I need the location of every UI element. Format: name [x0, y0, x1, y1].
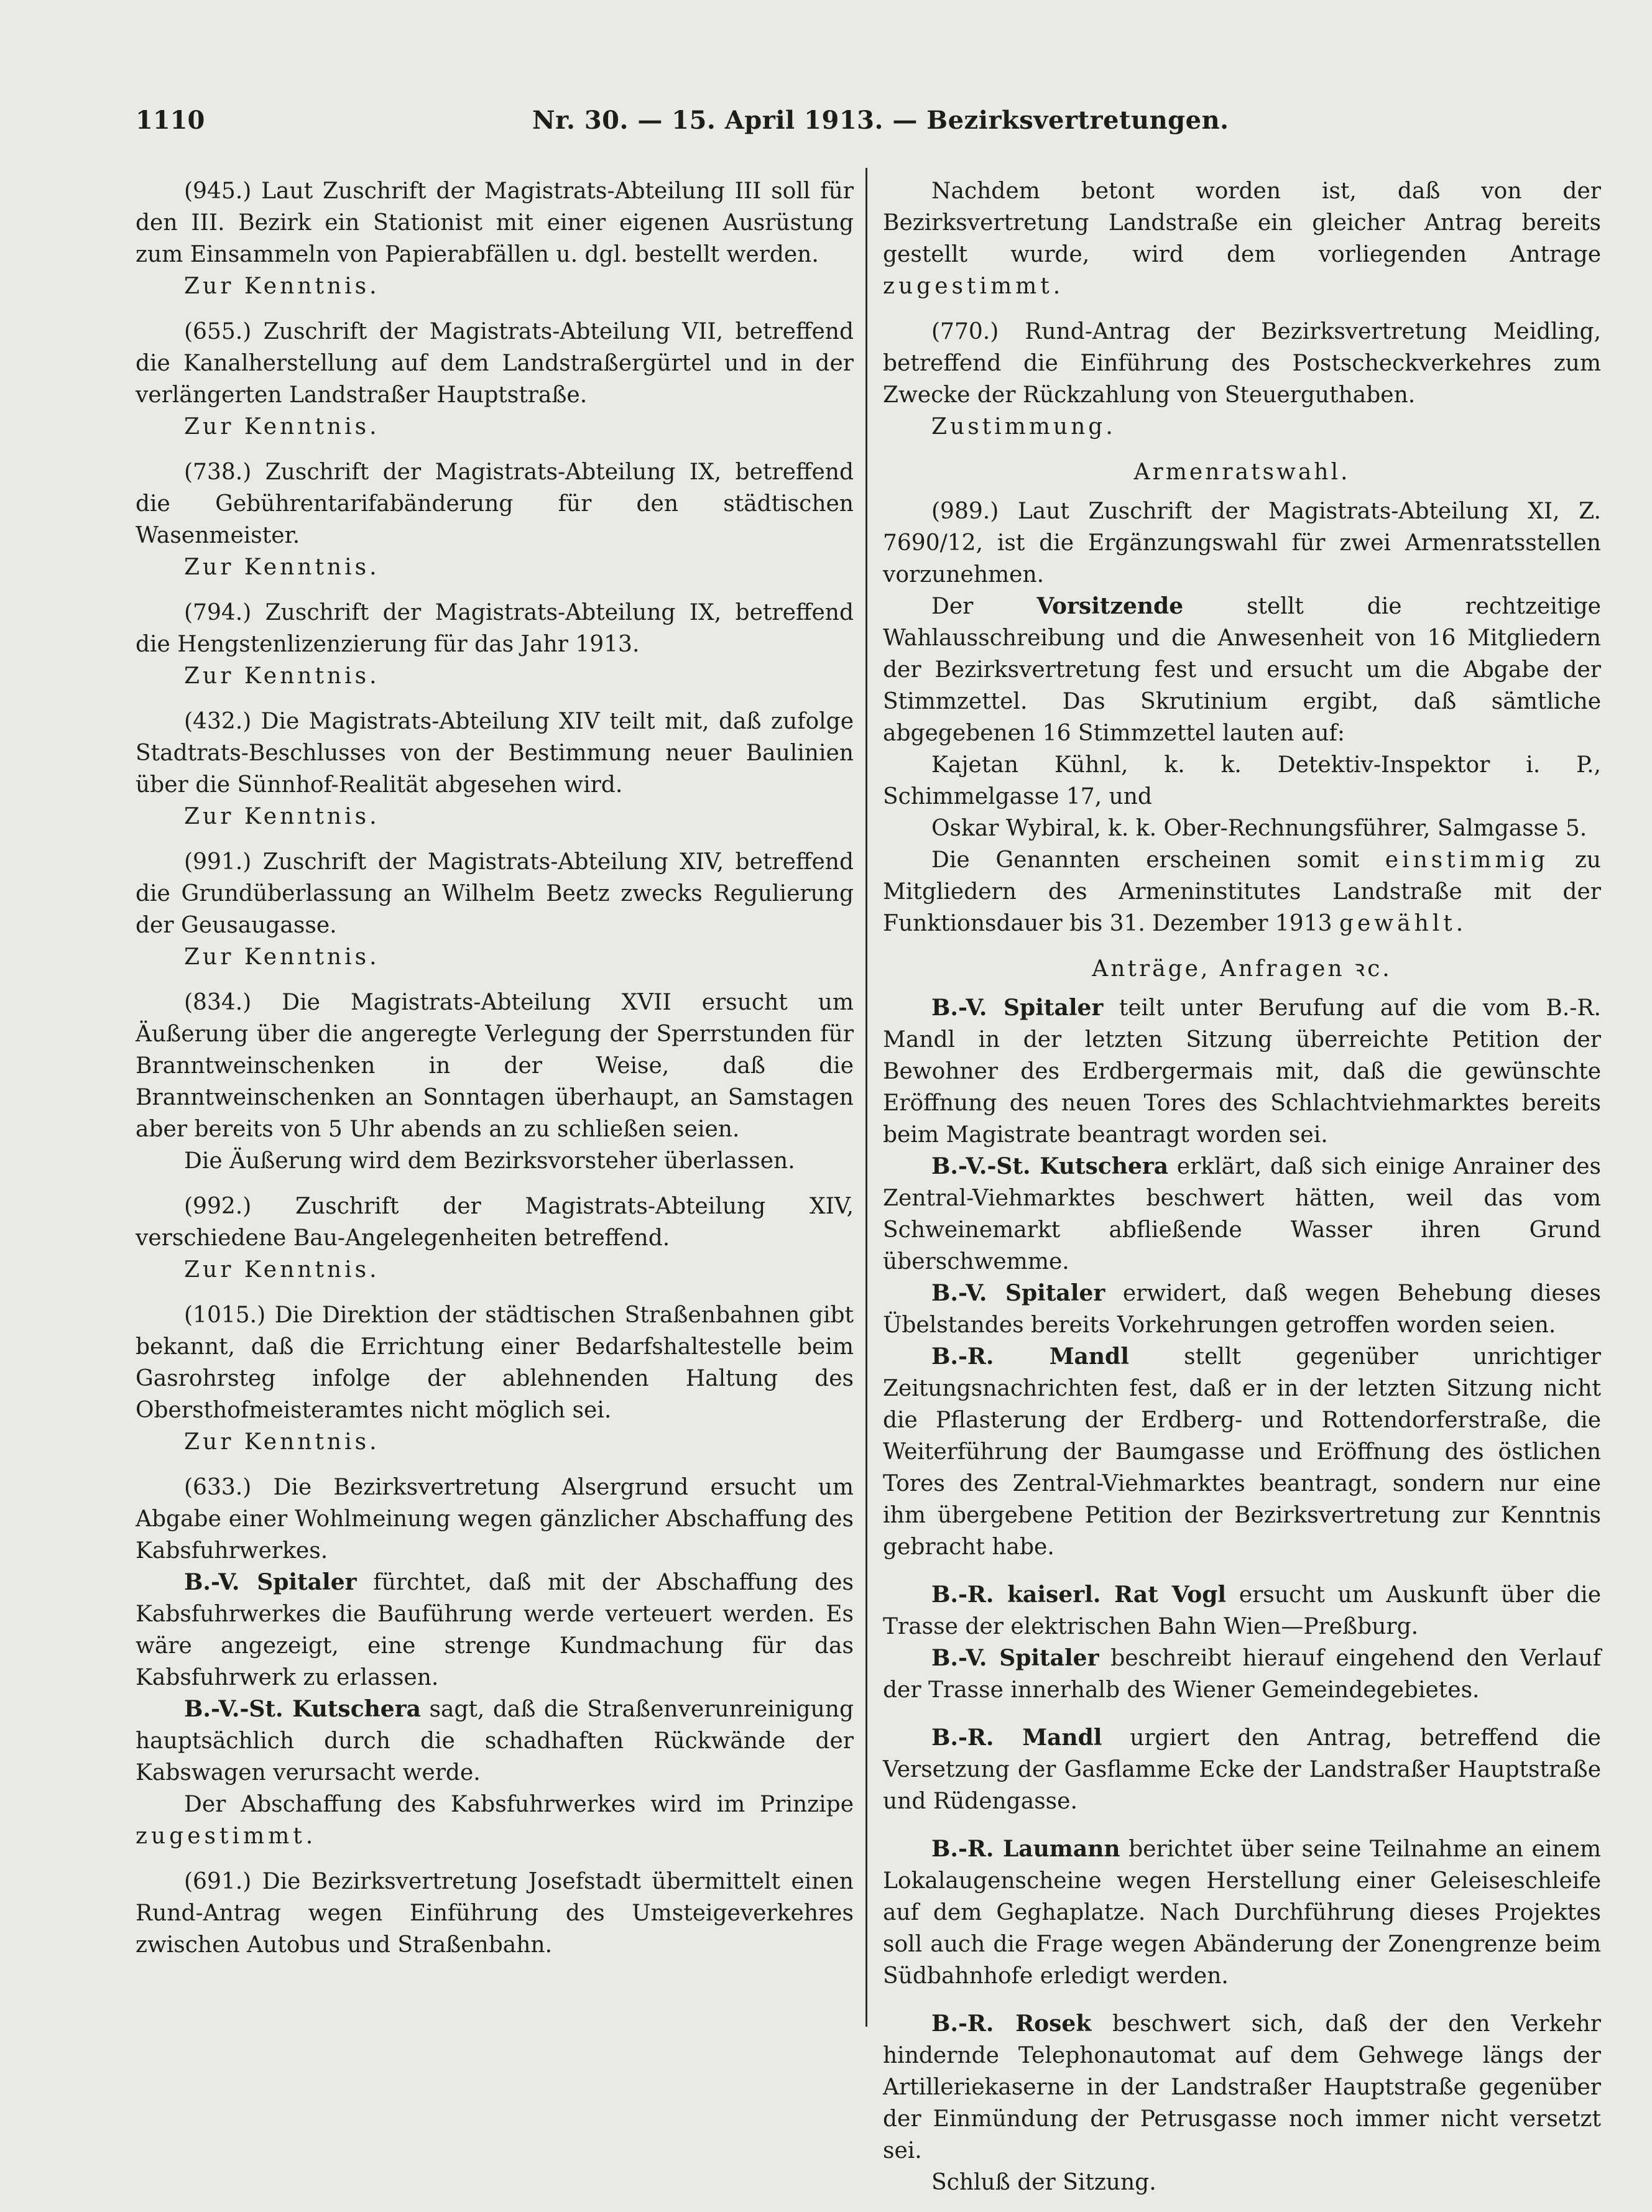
statement-text: berichtet über seine Teilnahme an einem Lokalaugenscheine wegen Herstellung einer Geleiseschleife auf dem Geghaplatze. Nach Durchführung dieses Projektes soll auch die Frage wegen Abänderung der Zonengrenze beim Südbahnhofe erledigt werden.	[883, 1836, 1601, 1989]
item-1015	[136, 1299, 854, 1458]
item-text: (633.) Die Bezirksvertretung Alsergrund ersucht um Abgabe einer Wohlmeinung wegen gänzlicher Abschaffung des Kabsfuhrwerkes.	[136, 1475, 854, 1564]
speaker-name: B.-R. Laumann	[931, 1836, 1120, 1862]
resolution-text: Der Abschaffung des Kabsfuhrwerkes wird im Prinzipe	[184, 1792, 854, 1817]
statement-text: fürchtet, daß mit der Abschaffung des Kabsfuhrwerkes die Bauführung werde verteuert werden. Es wäre angezeigt, eine strenge Kundmachung für das Kabsfuhrwerk zu erlassen.	[136, 1570, 854, 1690]
section-antraege	[883, 953, 1601, 2198]
item-decision: Die Äußerung wird dem Bezirksvorsteher überlassen.	[184, 1148, 795, 1174]
item-decision: Zur Kenntnis.	[184, 414, 380, 440]
item-decision: Zur Kenntnis.	[184, 274, 380, 299]
running-title: Nr. 30. — 15. April 1913. — Bezirksvertretungen.	[532, 106, 1229, 135]
item-794	[136, 597, 854, 692]
statement-text: erwidert, daß wegen Behebung dieses Übelstandes bereits Vorkehrungen getroffen worden seien.	[883, 1281, 1601, 1338]
item-text: (989.) Laut Zuschrift der Magistrats-Abteilung XI, Z. 7690/12, ist die Ergänzungswahl für zwei Armenratsstellen vorzunehmen.	[883, 499, 1601, 588]
candidate: Oskar Wybiral, k. k. Ober-Rechnungsführer, Salmgasse 5.	[931, 816, 1587, 841]
statement-text: beschreibt hierauf eingehend den Verlauf der Trasse innerhalb des Wiener Gemeindegebietes.	[883, 1646, 1601, 1703]
section-heading: Anträge, Anfragen ꝛc.	[1092, 956, 1392, 982]
item-decision: Zur Kenntnis.	[184, 555, 380, 580]
statement-text: erklärt, daß sich einige Anrainer des Zentral-Viehmarktes beschwert hätten, weil das vom Schweinemarkt abfließende Wasser ihren Grund überschwemme.	[883, 1154, 1601, 1274]
statement	[883, 1643, 1601, 1706]
item-decision: Zur Kenntnis.	[184, 804, 380, 829]
statement	[136, 1567, 854, 1694]
item-decision: Zustimmung.	[931, 414, 1116, 440]
result-text: Die Genannten erscheinen somit	[931, 847, 1385, 873]
item-655	[136, 316, 854, 443]
item-432	[136, 706, 854, 832]
right-column	[883, 175, 1601, 2212]
page-number: 1110	[136, 106, 205, 135]
statement-text: urgiert den Antrag, betreffend die Versetzung der Gasflamme Ecke der Landstraßer Hauptstraße und Rüdengasse.	[883, 1725, 1601, 1814]
item-decision: Zur Kenntnis.	[184, 1257, 380, 1283]
verdict: zugestimmt.	[883, 274, 1064, 299]
item-decision: Zur Kenntnis.	[184, 663, 380, 689]
statement	[883, 1278, 1601, 1341]
speaker-name: B.-R. Mandl	[931, 1725, 1102, 1751]
item-770	[883, 316, 1601, 443]
section-heading: Armenratswahl.	[1133, 459, 1350, 485]
item-text: (794.) Zuschrift der Magistrats-Abteilung IX, betreffend die Hengstenlizenzierung für das Jahr 1913.	[136, 600, 854, 657]
spacer	[883, 1706, 1601, 1722]
speaker-name: B.-V. Spitaler	[931, 1645, 1099, 1671]
statement	[883, 1722, 1601, 1817]
speaker-name: B.-V. Spitaler	[931, 995, 1104, 1021]
closing-line: Schluß der Sitzung.	[931, 2170, 1156, 2195]
speaker-name: B.-V. Spitaler	[931, 1280, 1105, 1306]
item-738	[136, 456, 854, 583]
item-633	[136, 1472, 854, 1852]
item-decision: Zur Kenntnis.	[184, 1429, 380, 1455]
spacer	[883, 1817, 1601, 1833]
item-text: (1015.) Die Direktion der städtischen Straßenbahnen gibt bekannt, daß die Errichtung einer Bedarfshaltestelle beim Gasrohrsteg infolge der ablehnenden Haltung des Obersthofmeisteramtes nicht möglich sei.	[136, 1302, 854, 1423]
statement-text: stellt gegenüber unrichtiger Zeitungsnachrichten fest, daß er in der letzten Sitzung nicht die Pflasterung der Erdberg- und Rottendorferstraße, die Weiterführung der Baumgasse und Eröffnung des östlichen Tores des Zentral-Viehmarktes beantragt, sondern nur eine ihm übergebene Petition der Bezirksvertretung zur Kenntnis gebracht habe.	[883, 1344, 1601, 1560]
item-834	[136, 987, 854, 1177]
statement-text: stellt die rechtzeitige Wahlausschreibung und die Anwesenheit von 16 Mitgliedern der Bezirksvertretung fest und ersucht um die Abgabe der Stimmzettel. Das Skrutinium ergibt, daß sämtliche abgegebenen 16 Stimmzettel lauten auf:	[883, 594, 1601, 746]
item-992	[136, 1191, 854, 1286]
statement	[883, 1579, 1601, 1643]
result-emphasis: einstimmig	[1385, 847, 1549, 873]
statement-text: ersucht um Auskunft über die Trasse der elektrischen Bahn Wien—Preßburg.	[883, 1582, 1601, 1639]
result-text: zu Mitgliedern des Armeninstitutes Landstraße mit der Funktionsdauer bis 31. Dezember 1913	[883, 847, 1601, 936]
item-text: (770.) Rund-Antrag der Bezirksvertretung Meidling, betreffend die Einführung des Postscheckverkehres zum Zwecke der Rückzahlung von Steuerguthaben.	[883, 319, 1601, 408]
election-result	[883, 844, 1601, 939]
item-text: (738.) Zuschrift der Magistrats-Abteilung IX, betreffend die Gebührentarifabänderung für den städtischen Wasenmeister.	[136, 459, 854, 548]
resolution	[136, 1789, 854, 1852]
item-decision: Zur Kenntnis.	[184, 944, 380, 970]
result-verdict: gewählt.	[1339, 911, 1467, 936]
page-header	[136, 99, 1516, 143]
left-column	[136, 175, 854, 1975]
statement	[883, 591, 1601, 749]
spacer	[883, 1992, 1601, 2008]
statement	[883, 2008, 1601, 2167]
speaker-name: Vorsitzende	[1036, 593, 1184, 619]
speaker-name: B.-V.-St. Kutschera	[931, 1153, 1169, 1179]
statement	[883, 1341, 1601, 1563]
statement-prefix: Der	[931, 594, 1037, 619]
item-691-continued	[883, 175, 1601, 302]
speaker-name: B.-R. Mandl	[931, 1343, 1129, 1370]
item-691	[136, 1866, 854, 1961]
item-text	[883, 175, 1601, 302]
statement	[883, 1833, 1601, 1992]
item-text: (945.) Laut Zuschrift der Magistrats-Abteilung III soll für den III. Bezirk ein Stationist mit einer eigenen Ausrüstung zum Einsammeln von Papierabfällen u. dgl. bestellt werden.	[136, 178, 854, 267]
item-945	[136, 175, 854, 302]
candidate: Kajetan Kühnl, k. k. Detektiv-Inspektor i. P., Schimmelgasse 17, und	[883, 752, 1601, 809]
continuation-text: Nachdem betont worden ist, daß von der Bezirksvertretung Landstraße ein gleicher Antrag bereits gestellt wurde, wird dem vorliegenden Antrage	[883, 178, 1601, 267]
item-text: (691.) Die Bezirksvertretung Josefstadt übermittelt einen Rund-Antrag wegen Einführung des Umsteigeverkehres zwischen Autobus und Straßenbahn.	[136, 1869, 854, 1958]
statement-text: sagt, daß die Straßenverunreinigung hauptsächlich durch die schadhaften Rückwände der Kabswagen verursacht werde.	[136, 1697, 854, 1786]
column-divider	[865, 168, 867, 2027]
item-text: (432.) Die Magistrats-Abteilung XIV teilt mit, daß zufolge Stadtrats-Beschlusses von der Bestimmung neuer Baulinien über die Sünnhof-Realität abgesehen wird.	[136, 709, 854, 798]
speaker-name: B.-V.-St. Kutschera	[184, 1696, 421, 1722]
item-text: (991.) Zuschrift der Magistrats-Abteilung XIV, betreffend die Grundüberlassung an Wilhelm Beetz zwecks Regulierung der Geusaugasse.	[136, 849, 854, 938]
speaker-name: B.-R. kaiserl. Rat Vogl	[931, 1582, 1227, 1608]
item-text: (834.) Die Magistrats-Abteilung XVII ersucht um Äußerung über die angeregte Verlegung der Sperrstunden für Branntweinschenken in der Weise, daß die Branntweinschenken an Sonntagen überhaupt, an Samstagen aber bereits von 5 Uhr abends an zu schließen seien.	[136, 990, 854, 1142]
item-text: (992.) Zuschrift der Magistrats-Abteilung XIV, verschiedene Bau-Angelegenheiten betreffend.	[136, 1194, 854, 1251]
statement	[136, 1694, 854, 1789]
speaker-name: B.-R. Rosek	[931, 2011, 1092, 2037]
item-991	[136, 846, 854, 973]
resolution-verdict: zugestimmt.	[136, 1823, 317, 1849]
item-text: (655.) Zuschrift der Magistrats-Abteilung VII, betreffend die Kanalherstellung auf dem Landstraßergürtel und in der verlängerten Landstraßer Hauptstraße.	[136, 319, 854, 408]
statement	[883, 992, 1601, 1151]
section-armenratswahl	[883, 456, 1601, 939]
spacer	[883, 1563, 1601, 1579]
statement-text: teilt unter Berufung auf die vom B.-R. Mandl in der letzten Sitzung überreichte Petition der Bewohner des Erdbergermais mit, daß die gewünschte Eröffnung des neuen Tores des Schlachtviehmarktes bereits beim Magistrate beantragt worden sei.	[883, 995, 1601, 1148]
speaker-name: B.-V. Spitaler	[184, 1569, 357, 1595]
statement	[883, 1151, 1601, 1278]
statement-text: beschwert sich, daß der den Verkehr hindernde Telephonautomat auf dem Gehwege längs der Artilleriekaserne in der Landstraßer Hauptstraße gegenüber der Einmündung der Petrusgasse noch immer nicht versetzt sei.	[883, 2011, 1601, 2164]
